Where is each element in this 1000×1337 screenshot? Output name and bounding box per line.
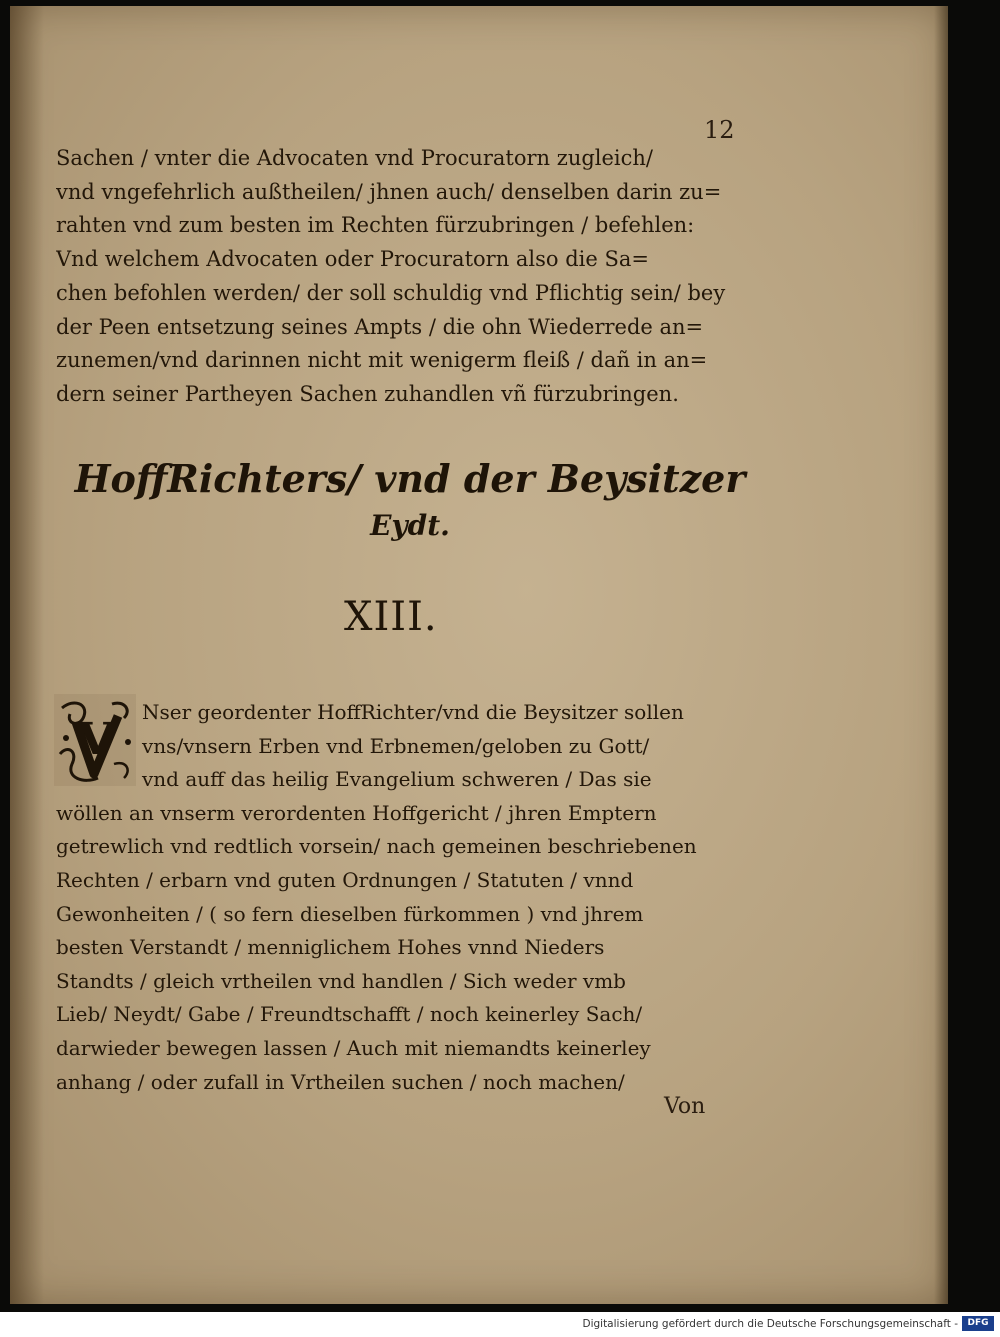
text-line: Rechten / erbarn vnd guten Ordnungen / Statuten / vnnd <box>56 867 634 892</box>
paragraph-top <box>56 142 746 412</box>
text-line: vnd vngefehrlich außtheilen/ jhnen auch/ denselben darin zu= <box>56 179 722 204</box>
text-line: getrewlich vnd redtlich vorsein/ nach gemeinen beschriebenen <box>56 834 697 859</box>
section-number: XIII. <box>344 594 438 640</box>
text-line: Lieb/ Neydt/ Gabe / Freundtschafft / noch keinerley Sach/ <box>56 1002 643 1027</box>
text-line: Nser geordenter HoffRichter/vnd die Beysitzer sollen <box>142 700 684 724</box>
heading-line-1: HoffRichters/ vnd der Beysitzer <box>74 456 746 501</box>
initial-letter: V <box>77 714 113 765</box>
text-line: der Peen entsetzung seines Ampts / die ohn Wiederrede an= <box>56 314 704 339</box>
text-line: darwieder bewegen lassen / Auch mit niemandts keinerley <box>56 1035 651 1060</box>
page-edge-shadow <box>934 6 948 1304</box>
dfg-logo: DFG <box>962 1316 994 1331</box>
text-line: chen befohlen werden/ der soll schuldig vnd Pflichtig sein/ bey <box>56 280 726 305</box>
heading-line-2: Eydt. <box>370 509 450 542</box>
text-line: Vnd welchem Advocaten oder Procuratorn also die Sa= <box>56 247 649 272</box>
text-line: vnd auff das heilig Evangelium schweren / Das sie <box>142 767 652 792</box>
gutter-shadow <box>10 6 44 1304</box>
section-heading <box>70 452 750 546</box>
paragraph-oath <box>56 696 746 1099</box>
text-line: zunemen/vnd darinnen nicht mit wenigerm fleiß / dañ in an= <box>56 348 708 373</box>
text-line: besten Verstandt / menniglichem Hohes vnnd Nieders <box>56 935 605 960</box>
book-page <box>10 6 948 1304</box>
catchword: Von <box>664 1094 706 1119</box>
text-line: rahten vnd zum besten im Rechten fürzubringen / befehlen: <box>56 213 695 238</box>
text-line: wöllen an vnserm verordenten Hoffgericht / jhren Emptern <box>56 800 657 825</box>
text-line: Standts / gleich vrtheilen vnd handlen / Sich weder vmb <box>56 968 626 993</box>
funding-notice: Digitalisierung gefördert durch die Deutsche Forschungsgemeinschaft - <box>582 1318 958 1330</box>
text-line: anhang / oder zufall in Vrtheilen suchen / noch machen/ <box>56 1069 625 1094</box>
text-line: dern seiner Partheyen Sachen zuhandlen vñ fürzubringen. <box>56 381 679 406</box>
text-line: Sachen / vnter die Advocaten vnd Procuratorn zugleich/ <box>56 146 654 170</box>
text-line: Gewonheiten / ( so fern dieselben fürkommen ) vnd jhrem <box>56 901 644 926</box>
text-line: vns/vnsern Erben vnd Erbnemen/geloben zu Gott/ <box>142 733 650 758</box>
page-number: 12 <box>704 116 735 144</box>
footer-bar <box>0 1312 1000 1337</box>
